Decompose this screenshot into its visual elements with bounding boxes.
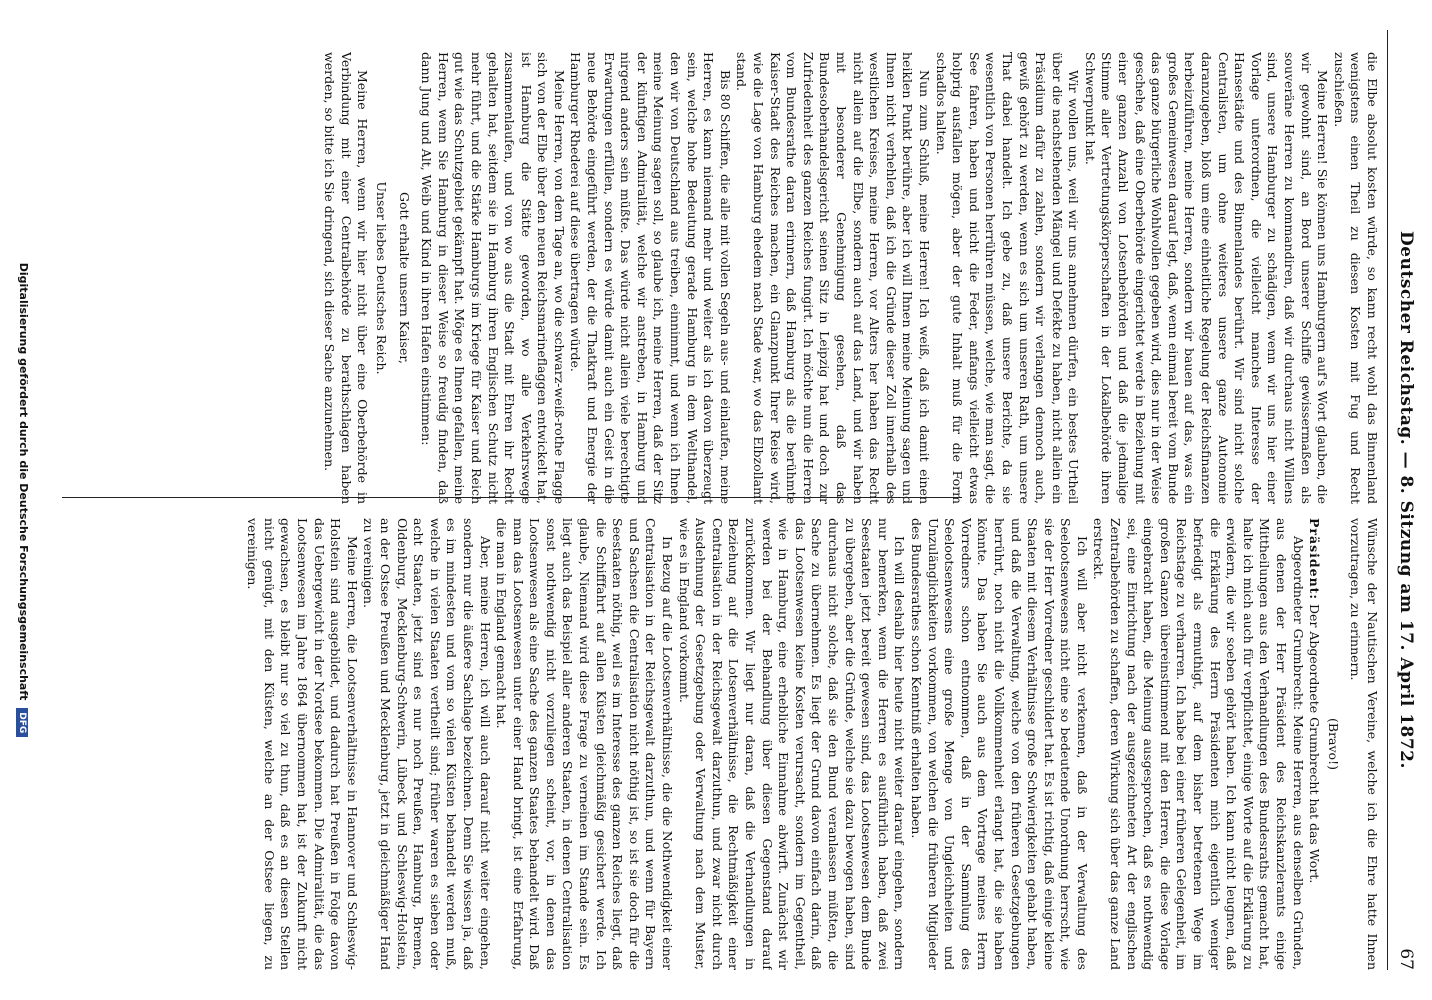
- paragraph-text: die Elbe absolut kosten würde, so kann recht wohl das Binnenland wenigstens einen Theil zu diesen Kosten mit Fug und Recht zuschießen.: [1331, 52, 1380, 504]
- paragraph: [395, 52, 412, 504]
- paragraph: [493, 518, 676, 970]
- paragraph: [372, 52, 389, 504]
- left-column: [68, 52, 1380, 504]
- paragraph: [1306, 518, 1323, 970]
- paragraph-text: Wir wollen uns, weil wir uns annehmen dürfen, ein bestes Urtheil über die nachstehenden Mängel und Defekte zu haben, nicht allein ein Präsidium dafür zu zahlen, sondern wir verlangen dennoch auch, gewiß gehört zu werden, wenn es sich um unseren Rath, um unsere That dabei handelt. Ich gebe zu, daß unsere Berichte, da sie wesentlich von Personen herrühren müssen, welche, wie man sagt, die See fahren, haben und nicht die Feder, anfangs vielleicht etwas holprig ausfallen mögen, aber der gute Inhalt muß für die Form schadlos halten.: [933, 52, 1082, 504]
- paragraph: [1090, 518, 1306, 970]
- paragraph: [1347, 518, 1380, 970]
- paragraph-text: Gott erhalte unsern Kaiser,: [396, 192, 412, 364]
- paragraph: [675, 518, 907, 970]
- paragraph: [907, 518, 1090, 970]
- paragraph: [733, 52, 932, 504]
- paragraph-text: Meine Herren, wenn wir hier nicht über eine Oberbehörde in Verbindung mit einer Centralbehörde zu berathschlagen haben werden, so bitte ich Sie dringend, sich dieser Sache anzunehmen.: [322, 52, 371, 504]
- paragraph-text: Unser liebes Deutsches Reich.: [373, 181, 389, 375]
- paragraph: [932, 52, 1081, 504]
- footer-text: Digitalisierung gefördert durch die Deutsche Forschungsgemeinschaft: [17, 262, 30, 701]
- paragraph-text: (Bravo!): [1325, 718, 1341, 770]
- paragraph-text: Meine Herren! Sie können uns Hamburgern auf's Wort glauben, die wir gewohnt sind, an Bord unserer Schiffe gewissermaßen als souveräne Herren zu kommandiren, daß wir durchaus nicht Willens sind, unsere Hamburger zu schädigen, wenn wir uns hier einer Vorlage unterordnen, die vielleicht manches Interesse der Hansestädte und des Binnenlandes berührt. Wir sind nicht solche Centralisten, um ohne weiteres unsere ganze Autonomie daranzugeben, bloß um eine einheitliche Regelung der Reichsfinanzen herbeizuführen, meine Herren, sondern wir bauen auf das, was ein großes Gemeinwesen darauf legt, daß, wenn einmal bereit vom Bunde das ganze bürgerliche Wohlwollen gegeben wird, dies nur in der Weise geschehe, daß eine Oberbehörde eingerichtet werde in Beziehung mit einer ganzen Anzahl von Lotsenbehörden und daß die jedmalige Stimme aller Vertretungskörperschaften in der Lokalbehörde ihren Schwerpunkt hat.: [1082, 52, 1331, 504]
- paragraph: [360, 518, 493, 970]
- paragraph-text: In Bezug auf die Lootsenverhältnisse, die die Nothwendigkeit einer Centralisation in der Reichsgewalt darzuthun, und wenn für Bayern und Sachsen die Centralisation nicht nöthig ist, so ist sie doch für die Seestaaten nöthig, weil es im Interesse des ganzen Reiches liegt, daß die Schifffahrt auf allen Küsten gleichmäßig gesichert werde. Ich glaube, Niemand wird diese Frage zu verneinen im Stande sein. Es liegt auch das Beispiel aller anderen Staaten, in denen Centralisation sonst nothwendig nicht vorzuliegen scheint, vor, in denen das Lootsenwesen als eine Sache des ganzen Staates behandelt wird. Daß man das Lootsenwesen unter einer Hand bringt, ist eine Erfahrung, die man in England gemacht hat.: [494, 518, 676, 970]
- paragraph-text: Ich will aber nicht verkennen, daß in der Verwaltung des Seelootsenwesens nicht eine so bedeutende Unordnung herrscht, wie sie der Herr Vorredner geschildert hat. Es ist richtig, daß einige kleine Staaten mit diesem Verhältnisse große Schwierigkeiten gehabt haben, und daß die Verwaltung, welche von den früheren Gesetzgebungen herrührt, noch nicht die Vollkommenheit erlangt hat, die sie haben könnte. Das haben Sie auch aus dem Vortrage meines Herrn Vorredners schon entnommen, daß in der Sammlung des Seelootsenwesens eine große Menge von Ungleichheiten und Unzulänglichkeiten vorkommen, von welchen die früheren Mitglieder des Bundesrathes schon Kenntniß erhalten haben.: [908, 518, 1090, 970]
- paragraph-text: Aber, meine Herren, ich will auch darauf nicht weiter eingehen, sondern nur die äußere Sachlage bezeichnen. Denn Sie wissen ja, daß es im mindesten und vom so vielen Küsten behandelt werden muß, welche in vielen Staaten vertheilt sind; früher waren es sieben oder acht Staaten, jetzt sind es nur noch Preußen, Hamburg, Bremen, Oldenburg, Mecklenburg-Schwerin, Lübeck und Schleswig-Holstein, an der Ostsee Preußen und Mecklenburg, jetzt in gleichmäßiger Hand zu vereinigen.: [361, 518, 493, 970]
- paragraph: [321, 52, 371, 504]
- paragraph-text: Wünsche der Nautischen Vereine, welche ich die Ehre hatte Ihnen vorzutragen, zu erinnern.: [1348, 518, 1380, 970]
- column-divider: [62, 497, 962, 498]
- paragraph-text: Nun zum Schluß, meine Herren! Ich weiß, daß ich damit einen heiklen Punkt berühre, aber ich will Ihnen meine Meinung sagen und Ihnen nicht verhehlen, daß ich die Gründe dieser Zoll innerhalb des westlichen Kreises, meine Herren, vor Alters her haben das Recht nicht allein auf die Elbe, sondern auch auf das Land, und wir haben mit besonderer Genehmigung gesehen, daß das Bundesoberhandelsgericht seinen Sitz in Leipzig hat und doch zur Zufriedenheit des ganzen Reiches fungirt. Ich möchte nun die Herren vom Bundesrathe daran erinnern, daß Hamburg als die berühmte Kaiser-Stadt des Reiches machen, ein Glanzpunkt Ihrer Reise wird, wie die Lage von Hamburg ehedem nach Stade war, wo das Elbzollamt stand.: [734, 52, 932, 504]
- paragraph-text: Meine Herren, von dem Tage an, wo die schwarz-weiß-rothe Flagge sich von der Elbe über den neuen Reichsmarineflaggen entwickelt hat, ist Hamburg die Stätte geworden, wo alle Verkehrswege zusammenlaufen, und von wo aus die Stadt mit Ehren ihr Recht gehalten hat, seitdem sie in Hamburg ihren Englischen Schutz nicht mehr führt, und die Stärke Hamburgs im Kriege für Kaiser und Reich gut wie das Schutzgebiet gekämpft hat. Möge es Ihnen gefallen, meine Herren, wenn Sie Hamburg in dieser Weise so freudig finden, daß dann Jung und Alt, Weib und Kind in ihren Hafen einstimmen:: [419, 52, 567, 504]
- paragraph-text: Der Abgeordnete Grumbrecht hat das Wort.: [1307, 600, 1323, 884]
- paragraph-text: Meine Herren, die Lootsenverhältnisse in Hannover und Schleswig-Holstein sind ausgebildet, und dadurch hat Preußen in Folge davon das Uebergewicht in der Nordsee bekommen. Die Admiralität, die das Lootsenwesen im Jahre 1864 übernommen hat, ist der Zukunft nicht gewachsen, es bleibt nur so viel zu thun, daß es an diesen Stellen nicht genügt, mit den Küsten, welche an der Ostsee liegen, zu vereinigen.: [245, 518, 360, 970]
- paragraph: [1324, 518, 1341, 970]
- header-rule: [1387, 30, 1388, 970]
- paragraph: [418, 52, 567, 504]
- dfg-logo: DFG: [16, 708, 28, 737]
- paragraph-text: Bis 80 Schiffen, die alle mit vollen Segeln aus- und einlaufen, meine Herren, es kann niemand mehr und weiter als ich davon überzeugt sein, welche hohe Bedeutung gerade Hamburg in dem Welthandel, den wir von Deutschland aus treiben, einnimmt, und wenn ich Ihnen meine Meinung sagen soll, so glaube ich, meine Herren, daß der Sitz der künftigen Admiralität, welche wir anstreben, in Hamburg und nirgend anders sein müßte. Das würde nicht allein viele berechtigte Erwartungen erfüllen, sondern es würde damit auch ein Geist in die neue Behörde eingeführt werden, der die Thatkraft und Energie der Hamburger Rhederei auf diese übertragen würde.: [568, 52, 733, 504]
- paragraph: [1330, 52, 1380, 504]
- paragraph: [244, 518, 360, 970]
- page-header: [1386, 30, 1426, 970]
- paragraph: [1081, 52, 1330, 504]
- page-number: 67: [1396, 948, 1416, 970]
- running-title: Deutscher Reichstag. — 8. Sitzung am 17. April 1872.: [1396, 231, 1416, 769]
- paragraph: [567, 52, 733, 504]
- paragraph-text: Abgeordneter Grumbrecht: Meine Herren, aus denselben Gründen, aus denen der Herr Präsident des Reichskanzleramts einige Mittheilungen aus den Verhandlungen des Bundesraths gemacht hat, halte ich mich auch für verpflichtet, einige Worte auf die Erklärung zu erwidern, die wir soeben gehört haben. Ich kann nicht leugnen, daß die Erklärung des Herrn Präsidenten mich eigentlich weniger befriedigt als ermuthigt, auf dem bisher betretenen Wege im Reichstage zu verharren. Ich habe bei einer früheren Gelegenheit, im großen Ganzen übereinstimmend mit den Herren, die diese Vorlage eingebracht haben, die Meinung ausgesprochen, daß es nothwendig sei, eine Einrichtung nach der ausgezeichneten Art der englischen Zentralbehörden zu schaffen, deren Wirkung sich über das ganze Land erstreckt.: [1091, 518, 1306, 970]
- right-column: [68, 518, 1380, 970]
- paragraph-text: Ich will deshalb hier heute nicht weiter darauf eingehen, sondern nur bemerken, wenn die Herren es ausführlich haben, daß zwei Seestaaten jetzt bereit gewesen sind, das Lootsenwesen dem Bunde zu übergeben, aber die Gründe, welche sie dazu bewogen haben, sind durchaus nicht solche, daß sie den Bund veranlassen müßten, die Sache zu übernehmen. Es liegt der Grund davon einfach darin, daß das Lootsenwesen keine Kosten verursacht, sondern im Gegentheil, wie in Hamburg, eine erhebliche Einnahme abwirft. Zunächst wir werden bei der Behandlung über diesen Gegenstand darauf zurückkommen. Wir liegt nur daran, daß die Verhandlungen in Beziehung auf die Lotsenverhältnisse, die Rechtmäßigkeit einer Centralisation in der Reichsgewalt darzuthun, und zwar nicht durch Ausdehnung der Gesetzgebung oder Verwaltung nach dem Muster, wie es in England vorkommt.: [676, 518, 908, 970]
- speaker-label: Präsident:: [1307, 518, 1323, 601]
- digitization-footer: [6, 0, 30, 1000]
